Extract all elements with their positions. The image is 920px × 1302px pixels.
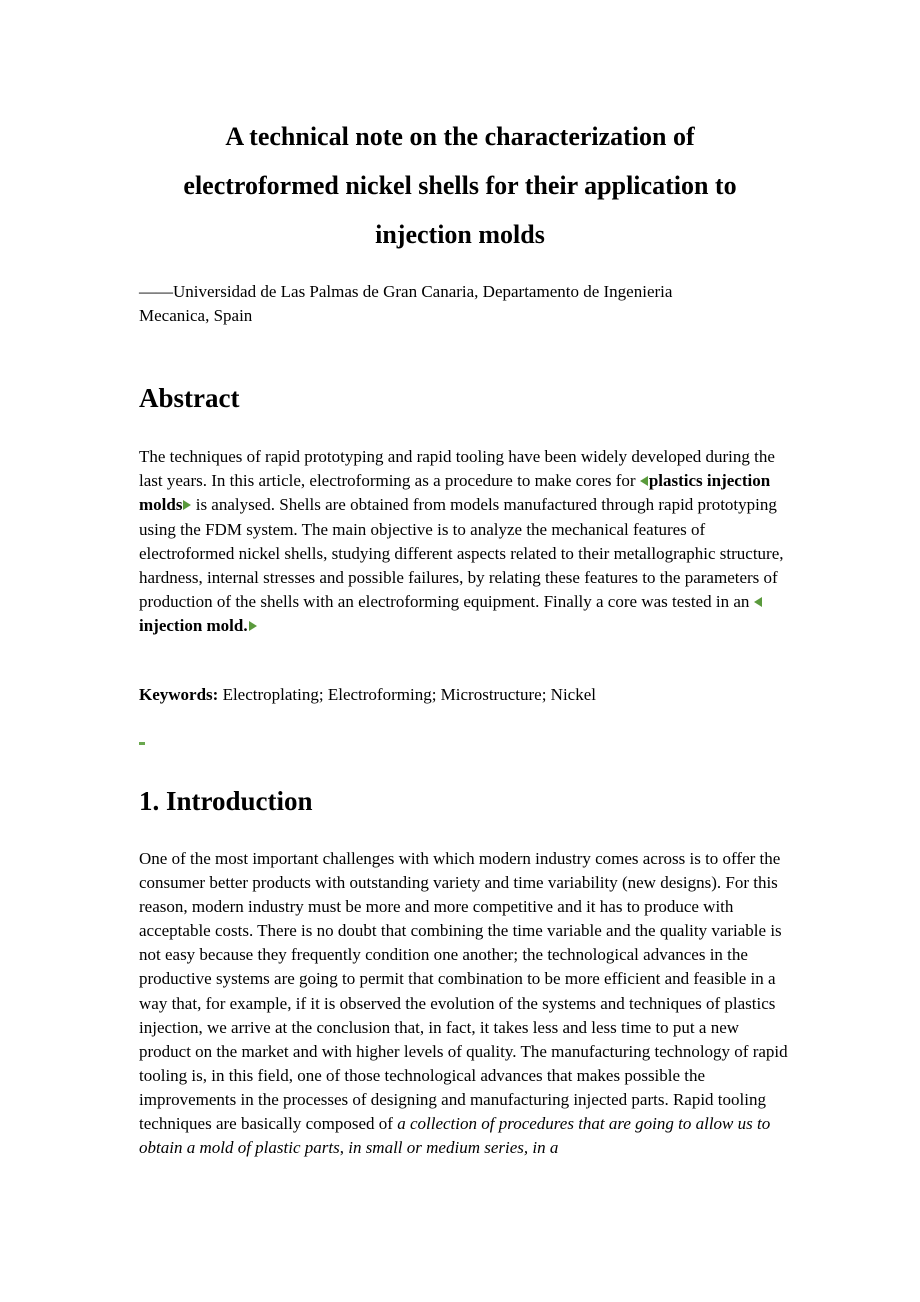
keywords-label: Keywords: — [139, 685, 219, 704]
abstract-text-1: The techniques of rapid prototyping and rapid tooling have been widely developed during the last years. In this article, electroforming as a procedure to make cores for — [139, 447, 775, 491]
abstract-text-2: is analysed. Shells are obtained from models manufactured through rapid prototyping using the FDM system. The main objective is to analyze the mechanical features of electroformed nickel shells, studying different aspects related to their metallographic structure, hardness, internal stresses and possible failures, by relating these features to the parameters of production of the shells with an electroforming equipment. Finally a core was tested in an — [139, 495, 784, 612]
bookmark-marker-icon — [139, 742, 145, 745]
introduction-body — [139, 847, 789, 1160]
title-line-1: A technical note on the characterization of — [225, 122, 695, 151]
title-line-2: electroformed nickel shells for their application to — [183, 171, 737, 200]
intro-text-2: , — [339, 1138, 349, 1158]
introduction-heading: 1. Introduction — [139, 786, 313, 816]
affiliation — [139, 280, 779, 328]
abstract-link-injection-mold[interactable]: injection mold. — [139, 616, 248, 636]
keywords-value: Electroplating; Electroforming; Microstructure; Nickel — [218, 685, 596, 704]
affiliation-line-2: Mecanica, Spain — [139, 306, 253, 325]
abstract-body — [139, 445, 789, 639]
keywords — [139, 683, 596, 707]
abstract-heading: Abstract — [139, 383, 240, 413]
link-marker-right-icon — [249, 621, 257, 631]
paper-title — [140, 112, 780, 259]
intro-italic-1: a collection of procedures that are going to allow us to obtain a mold of plastic parts — [139, 1114, 771, 1158]
link-marker-left-icon — [754, 597, 762, 607]
link-marker-left-icon — [640, 476, 648, 486]
title-line-3: injection molds — [375, 220, 545, 249]
abstract-link-plastics-injection-molds[interactable]: plastics injection molds — [139, 471, 771, 515]
intro-italic-2: in small or medium series, in a — [348, 1138, 559, 1158]
affiliation-line-1: ——Universidad de Las Palmas de Gran Canaria, Departamento de Ingenieria — [139, 282, 673, 301]
intro-text-1: One of the most important challenges with which modern industry comes across is to offer the consumer better products with outstanding variety and time variability (new designs). For this reason, modern industry must be more and more competitive and it has to produce with acceptable costs. There is no doubt that combining the time variable and the quality variable is not easy because they frequently condition one another; the technological advances in the productive systems are going to permit that combination to be more efficient and feasible in a way that, for example, if it is observed the evolution of the systems and techniques of plastics injection, we arrive at the conclusion that, in fact, it takes less and less time to put a new product on the market and with higher levels of quality. The manufacturing technology of rapid tooling is, in this field, one of those technological advances that makes possible the improvements in the processes of designing and manufacturing injected parts. Rapid tooling techniques are basically composed of — [139, 849, 788, 1134]
